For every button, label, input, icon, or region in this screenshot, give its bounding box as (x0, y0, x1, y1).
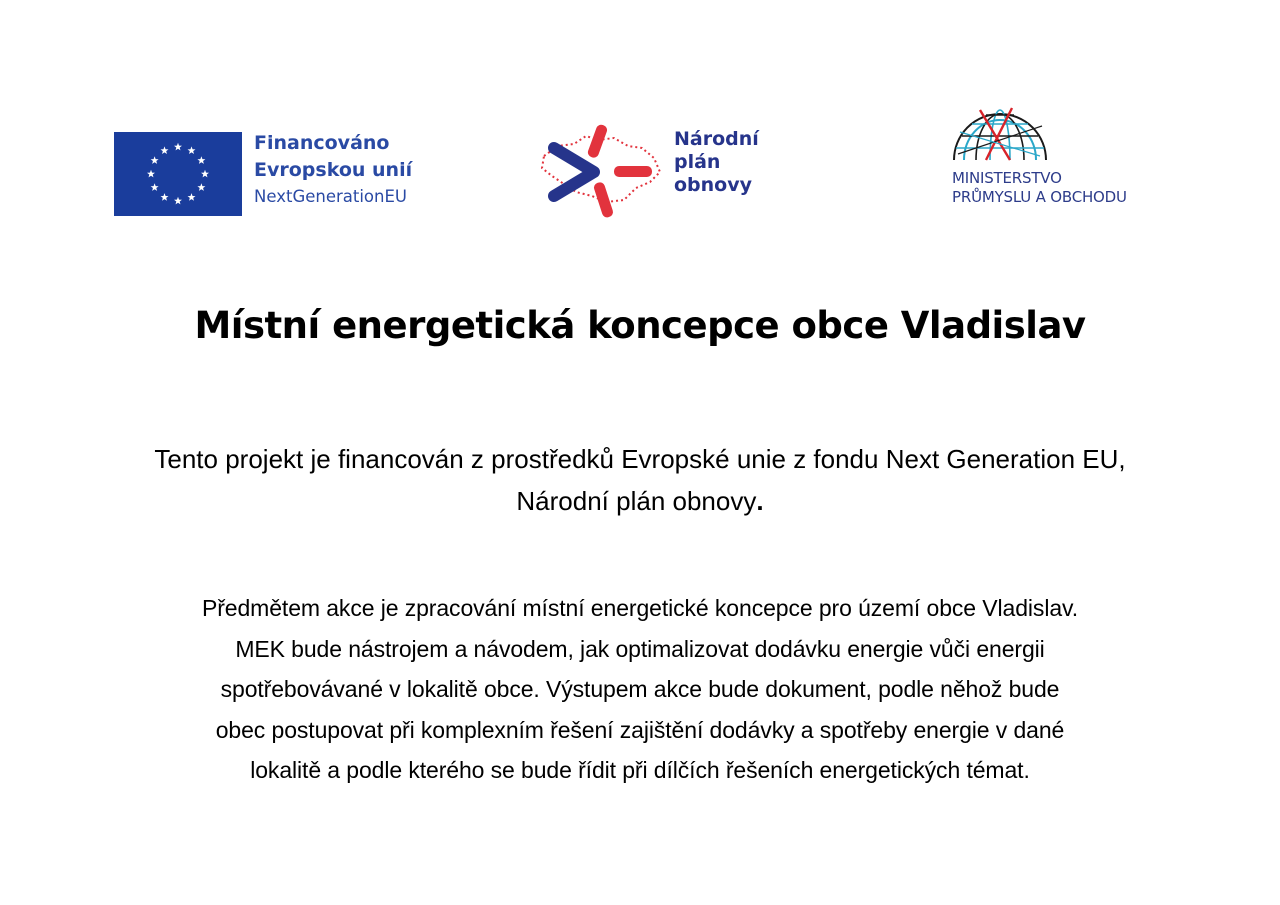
description-line: lokalitě a podle kterého se bude řídit při dílčích řešeních energetických témat. (250, 757, 1030, 783)
npo-logo-line-3: obnovy (674, 174, 753, 196)
description-line: MEK bude nástrojem a návodem, jak optimalizovat dodávku energie vůči energii (235, 635, 1045, 662)
project-description (100, 588, 1180, 791)
eu-star-icon (147, 170, 155, 178)
eu-star-icon (188, 146, 196, 154)
eu-logo-line-3: NextGenerationEU (254, 187, 407, 206)
npo-logo-text (674, 128, 759, 197)
funding-text: Tento projekt je financován z prostředků Evropské unie z fondu Next Generation EU, Národní plán obnovy (154, 444, 1126, 516)
eu-logo-line-2: Evropskou unií (254, 159, 413, 181)
logo-bar (0, 0, 1280, 250)
npo-logo-line-2: plán (674, 151, 721, 173)
mpo-logo-line-2: PRŮMYSLU A OBCHODU (952, 188, 1127, 206)
eu-star-icon (197, 183, 205, 191)
eu-star-icon (174, 197, 182, 205)
mpo-logo-text (952, 169, 1127, 207)
npo-logo-line-1: Národní (674, 128, 759, 150)
eu-star-icon (151, 156, 159, 164)
eu-logo-text (254, 130, 412, 210)
eu-logo-line-1: Financováno (254, 132, 390, 154)
npo-mark-icon (536, 116, 666, 224)
eu-star-icon (197, 156, 205, 164)
page-title: Místní energetická koncepce obce Vladislav (194, 304, 1086, 347)
description-line: spotřebovávané v lokalitě obce. Výstupem akce bude dokument, podle něhož bude (220, 676, 1060, 702)
eu-star-icon (151, 183, 159, 191)
eu-star-icon (161, 193, 169, 201)
mpo-logo (946, 104, 1176, 214)
funding-period: . (756, 486, 764, 516)
eu-flag-icon (114, 132, 242, 216)
eu-star-icon (201, 170, 209, 178)
description-line: Předmětem akce je zpracování místní energetické koncepce pro území obce Vladislav. (201, 595, 1079, 621)
description-line: obec postupovat při komplexním řešení zajištění dodávky a spotřeby energie v dané (215, 716, 1065, 743)
funding-statement (140, 438, 1140, 522)
npo-logo (536, 116, 786, 226)
mpo-globe-icon (950, 104, 1050, 164)
mpo-logo-line-1: MINISTERSTVO (952, 169, 1062, 187)
eu-star-icon (174, 143, 182, 151)
eu-star-icon (188, 193, 196, 201)
eu-funding-logo (114, 130, 444, 218)
eu-star-icon (161, 146, 169, 154)
